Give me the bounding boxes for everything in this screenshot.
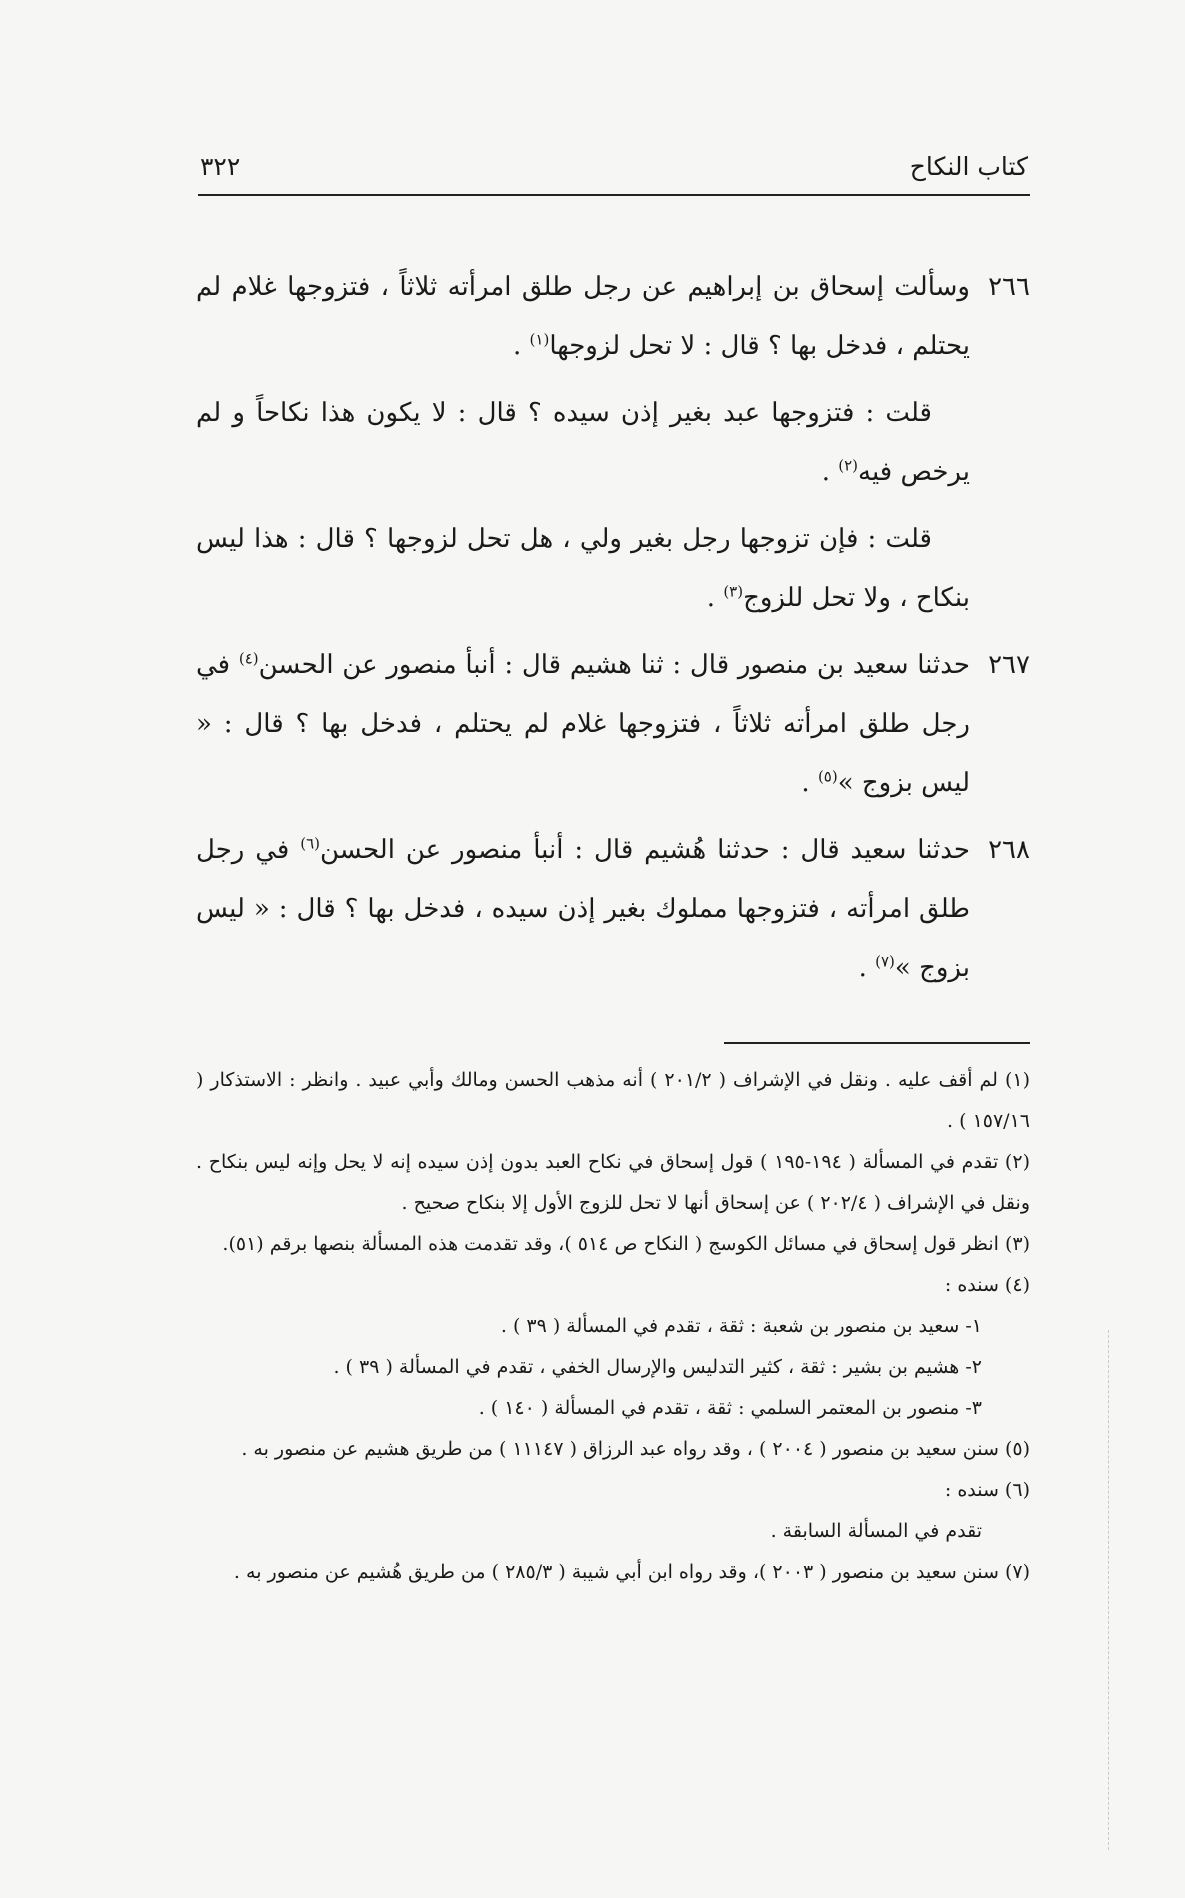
page-number: ٣٢٢ [200, 152, 241, 181]
footnote-6: (٦) سنده : [944, 1479, 1030, 1501]
header-rule [198, 194, 1030, 196]
footnote-ref[interactable]: (٧) [875, 952, 895, 971]
footnote-ref[interactable]: (٢) [838, 456, 858, 475]
running-header [200, 152, 1028, 194]
entry-268 [196, 821, 1030, 998]
footnote-7: (٧) سنن سعيد بن منصور ( ٢٠٠٣ )، وقد رواه ابن أبي شيبة ( ٢٨٥/٣ ) من طريق هُشيم عن منصور به . [233, 1561, 1030, 1583]
entry-number: ٢٦٨ [988, 835, 1030, 865]
footnote-ref[interactable]: (٤) [238, 649, 259, 668]
paragraph [196, 636, 970, 813]
paragraph-text: في رجل طلق امرأته ثلاثاً ، فتزوجها غلام لم يحتلم ، فدخل بها ؟ قال : « ليس بزوج » [196, 650, 970, 798]
paragraph-text: في رجل طلق امرأته ، فتزوجها مملوك بغير إذن سيده ، فدخل بها ؟ قال : « ليس بزوج » [196, 835, 970, 983]
paragraph-text: قلت : فإن تزوجها رجل بغير ولي ، هل تحل لزوجها ؟ قال : هذا ليس بنكاح ، ولا تحل للزوج [196, 524, 970, 613]
paragraph [196, 258, 970, 376]
entry-266 [196, 258, 1030, 628]
footnote-3: (٣) انظر قول إسحاق في مسائل الكوسج ( النكاح ص ٥١٤ )، وقد تقدمت هذه المسألة بنصها برقم (٥١). [222, 1233, 1030, 1255]
paragraph [196, 384, 970, 502]
footnote-ref[interactable]: (٣) [723, 582, 744, 601]
footnote-separator [724, 1042, 1030, 1044]
paragraph-end: . [513, 331, 530, 361]
entry-267 [196, 636, 1030, 813]
footnote-6-detail: تقدم في المسألة السابقة . [770, 1520, 982, 1542]
footnote-4-item-2: ٢- هشيم بن بشير : ثقة ، كثير التدليس والإرسال الخفي ، تقدم في المسألة ( ٣٩ ) . [333, 1356, 982, 1378]
entry-number: ٢٦٧ [988, 650, 1030, 680]
footnote-2: (٢) تقدم في المسألة ( ١٩٤-١٩٥ ) قول إسحاق في نكاح العبد بدون إذن سيده إنه لا يحل وإنه ليس بنكاح . ونقل في الإشراف ( ٢٠٢/٤ ) عن إسحاق أنها لا تحل للزوج الأول إلا بنكاح صحيح . [196, 1151, 1030, 1214]
paragraph-end: . [858, 953, 876, 983]
footnote-4-item-1: ١- سعيد بن منصور بن شعبة : ثقة ، تقدم في المسألة ( ٣٩ ) . [500, 1315, 982, 1337]
footnote-5: (٥) سنن سعيد بن منصور ( ٢٠٠٤ ) ، وقد رواه عبد الرزاق ( ١١١٤٧ ) من طريق هشيم عن منصور به . [241, 1438, 1030, 1460]
chapter-title: كتاب النكاح [909, 152, 1028, 181]
main-text [196, 258, 1030, 1006]
paragraph-text: وسألت إسحاق بن إبراهيم عن رجل طلق امرأته ثلاثاً ، فتزوجها غلام لم يحتلم ، فدخل بها ؟ قال : لا تحل لزوجها [196, 272, 970, 361]
footnote-4-item-3: ٣- منصور بن المعتمر السلمي : ثقة ، تقدم في المسألة ( ١٤٠ ) . [478, 1397, 982, 1419]
paragraph-end: . [801, 768, 818, 798]
footnote-ref[interactable]: (٦) [300, 834, 321, 853]
entry-number: ٢٦٦ [988, 272, 1030, 302]
footnotes [196, 1060, 1030, 1593]
footnote-1: (١) لم أقف عليه . ونقل في الإشراف ( ٢٠١/٢ ) أنه مذهب الحسن ومالك وأبي عبيد . وانظر : الاستذكار ( ١٥٧/١٦ ) . [196, 1069, 1030, 1132]
footnote-ref[interactable]: (٥) [817, 767, 838, 786]
paragraph-end: . [821, 457, 839, 487]
paragraph-end: . [706, 583, 724, 613]
paragraph [196, 510, 970, 628]
footnote-ref[interactable]: (١) [529, 330, 550, 349]
scan-edge-line [1108, 1330, 1109, 1850]
paragraph-text: قلت : فتزوجها عبد بغير إذن سيده ؟ قال : لا يكون هذا نكاحاً و لم يرخص فيه [196, 398, 970, 487]
paragraph-text: حدثنا سعيد بن منصور قال : ثنا هشيم قال : أنبأ منصور عن الحسن [258, 650, 970, 680]
footnote-4: (٤) سنده : [944, 1274, 1030, 1296]
paragraph [196, 821, 970, 998]
paragraph-text: حدثنا سعيد قال : حدثنا هُشيم قال : أنبأ منصور عن الحسن [320, 835, 971, 865]
